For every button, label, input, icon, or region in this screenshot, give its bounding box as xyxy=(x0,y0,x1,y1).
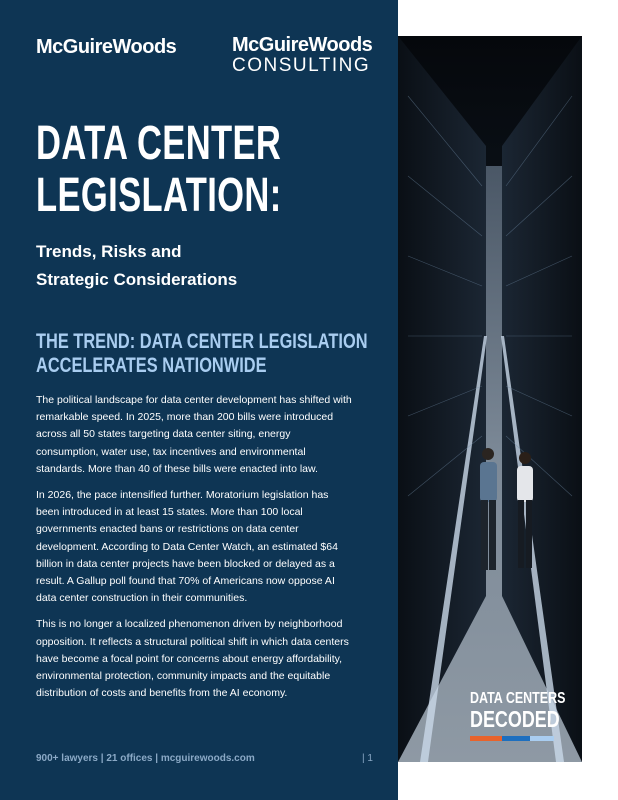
badge-line2: DECODED xyxy=(470,706,560,732)
mcguirewoods-logo: McGuireWoods xyxy=(36,36,177,58)
page-title-line1: DATA CENTER xyxy=(36,117,282,170)
data-centers-decoded-badge xyxy=(470,690,592,731)
body-text xyxy=(36,392,352,711)
page-title-line2: LEGISLATION: xyxy=(36,169,282,222)
subtitle-line1: Trends, Risks and xyxy=(36,242,182,261)
data-center-photo xyxy=(398,36,582,762)
subtitle-line2: Strategic Considerations xyxy=(36,270,238,289)
badge-line1: DATA CENTERS xyxy=(470,690,566,707)
page-subtitle xyxy=(36,238,237,294)
body-paragraph: In 2026, the pace intensified further. Moratorium legislation has been introduced in at least 15 states. More than 100 local governments enacted bans or restrictions on data center development. According to Data Center Watch, an estimated $64 billion in data center projects have been blocked or delayed as a result. A Gallup poll found that 70% of Americans now oppose AI data center construction in their communities. xyxy=(36,489,338,605)
consulting-logo-line2: CONSULTING xyxy=(232,55,371,76)
section-heading xyxy=(36,330,368,378)
body-paragraph: This is no longer a localized phenomenon driven by neighborhood opposition. It reflects a structural political shift in which data centers have become a focal point for concerns about energy affordability, environmental protection, community impacts and the equitable distribution of costs and benefits from the AI economy. xyxy=(36,618,349,700)
consulting-logo-line1: McGuireWoods xyxy=(232,34,373,56)
page-number: | 1 xyxy=(362,753,373,764)
page-title xyxy=(36,118,282,222)
footer-info: 900+ lawyers | 21 offices | mcguirewoods.com xyxy=(36,753,255,764)
section-heading-line1: THE TREND: DATA CENTER LEGISLATION xyxy=(36,330,368,353)
data-center-aisle-image xyxy=(398,36,582,762)
section-heading-line2: ACCELERATES NATIONWIDE xyxy=(36,354,267,377)
body-paragraph: The political landscape for data center development has shifted with remarkable speed. In 2025, more than 200 bills were introduced across all 50 states targeting data center siting, energy consumption, water use, tax incentives and environmental standards. More than 40 of these bills were enacted into law. xyxy=(36,394,352,475)
mcguirewoods-consulting-logo xyxy=(232,34,372,76)
